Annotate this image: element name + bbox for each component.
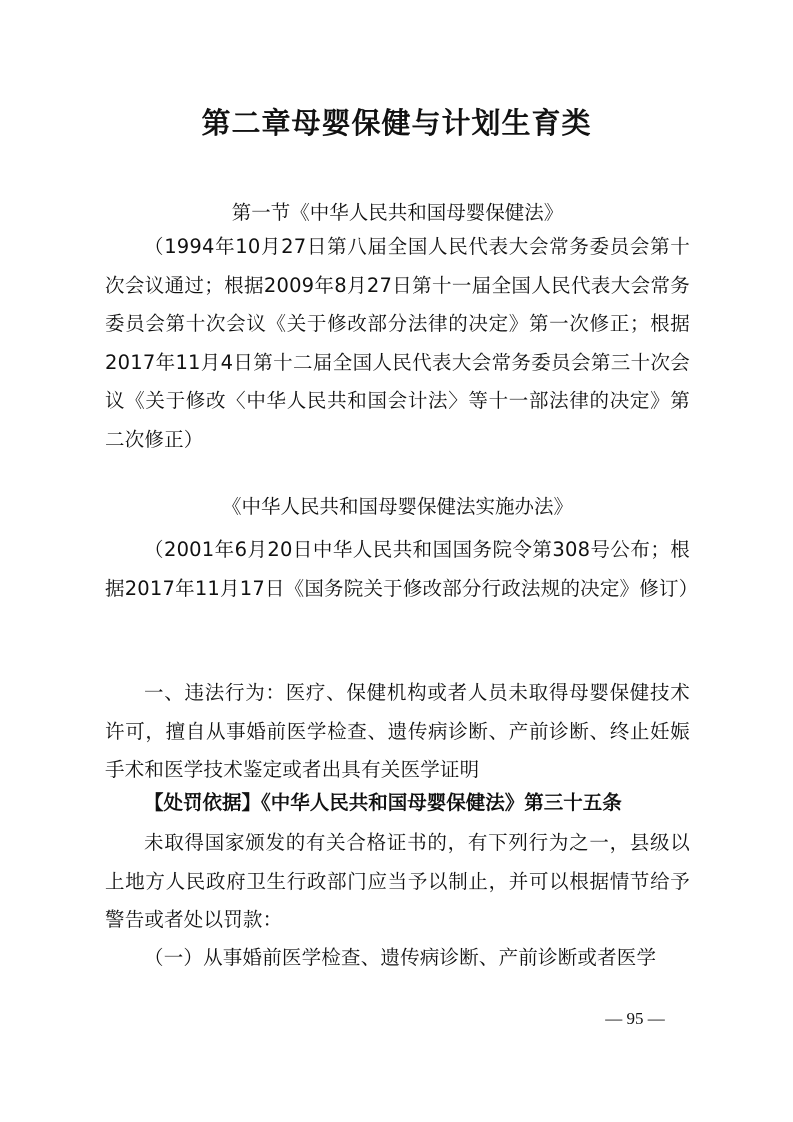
page-number: — 95 — xyxy=(605,1009,665,1028)
section-heading-regulation: 《中华人民共和国母婴保健法实施办法》 xyxy=(221,495,573,518)
penalty-clause-paragraph: 未取得国家颁发的有关合格证书的，有下列行为之一，县级以上地方人民政府卫生行政部门应当予以制止，并可以根据情节给予警告或者处以罚款： xyxy=(105,831,690,931)
law-amendment-note: （1994年10月27日第八届全国人民代表大会常务委员会第十次会议通过；根据2009年8月27日第十一届全国人民代表大会常务委员会第十次会议《关于修改部分法律的决定》第一次修正；根据2017年11月4日第十二届全国人民代表大会常务委员会第三十次会议《关于修改〈中华人民共和国会计法〉等十一部法律的决定》第二次修正） xyxy=(105,235,690,451)
penalty-item-1: （一）从事婚前医学检查、遗传病诊断、产前诊断或者医学 xyxy=(144,946,657,969)
violation-paragraph: 一、违法行为：医疗、保健机构或者人员未取得母婴保健技术许可，擅自从事婚前医学检查、遗传病诊断、产前诊断、终止妊娠手术和医学技术鉴定或者出具有关医学证明 xyxy=(105,681,690,781)
section-heading-law: 第一节《中华人民共和国母婴保健法》 xyxy=(231,201,564,224)
regulation-amendment-note: （2001年6月20日中华人民共和国国务院令第308号公布；根据2017年11月17日《国务院关于修改部分行政法规的决定》修订） xyxy=(105,538,699,600)
chapter-title: 第二章母婴保健与计划生育类 xyxy=(201,106,592,140)
penalty-basis-heading: 【处罚依据】《中华人民共和国母婴保健法》第三十五条 xyxy=(144,791,622,814)
